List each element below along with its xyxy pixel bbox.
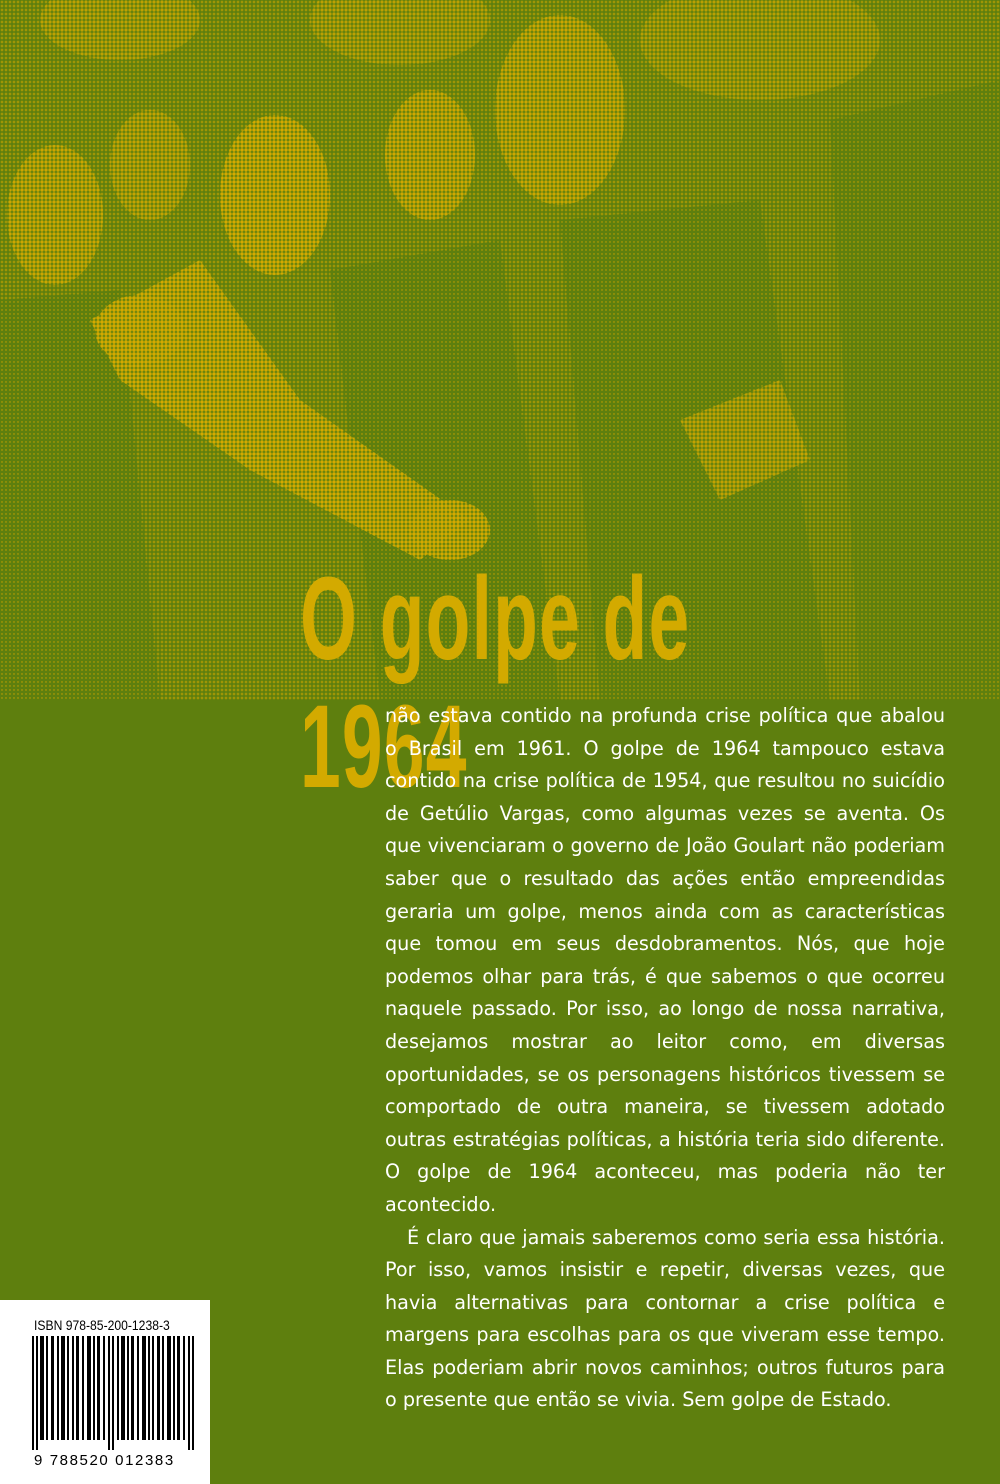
barcode-number: 9 788520 012383 bbox=[34, 1452, 175, 1469]
title-line-2: 1964 bbox=[300, 681, 468, 813]
blurb-text bbox=[385, 700, 945, 1417]
isbn-label: ISBN 978-85-200-1238-3 bbox=[34, 1318, 170, 1333]
barcode-icon bbox=[30, 1336, 200, 1450]
blurb-paragraph-2: É claro que jamais saberemos como seria essa história. Por isso, vamos insistir e repetir, diversas vezes, que havia alternativas para contornar a crise política e margens para escolhas para os que viveram esse tempo. Elas poderiam abrir novos caminhos; outros futuros para o presente que então se vivia. Sem golpe de Estado. bbox=[385, 1225, 945, 1412]
isbn-barcode-box bbox=[0, 1300, 210, 1484]
title-line-1: O golpe de bbox=[300, 553, 691, 685]
blurb-paragraph-1: não estava contido na profunda crise política que abalou o Brasil em 1961. O golpe de 1964 tampouco estava contido na crise política de 1954, que resultou no suicídio de Getúlio Vargas, como algumas vezes se aventa. Os que vivenciaram o governo de João Goulart não poderiam saber que o resultado das ações então empreendidas geraria um golpe, menos ainda com as características que tomou em seus desdobramentos. Nós, que hoje podemos olhar para trás, é que sabemos o que ocorreu naquele passado. Por isso, ao longo de nossa narrativa, desejamos mostrar ao leitor como, em diversas oportunidades, se os personagens históricos tivessem se comportado de outra maneira, se tivessem adotado outras estratégias políticas, a história teria sido diferente. O golpe de 1964 aconteceu, mas poderia não ter acontecido. bbox=[385, 704, 945, 1216]
